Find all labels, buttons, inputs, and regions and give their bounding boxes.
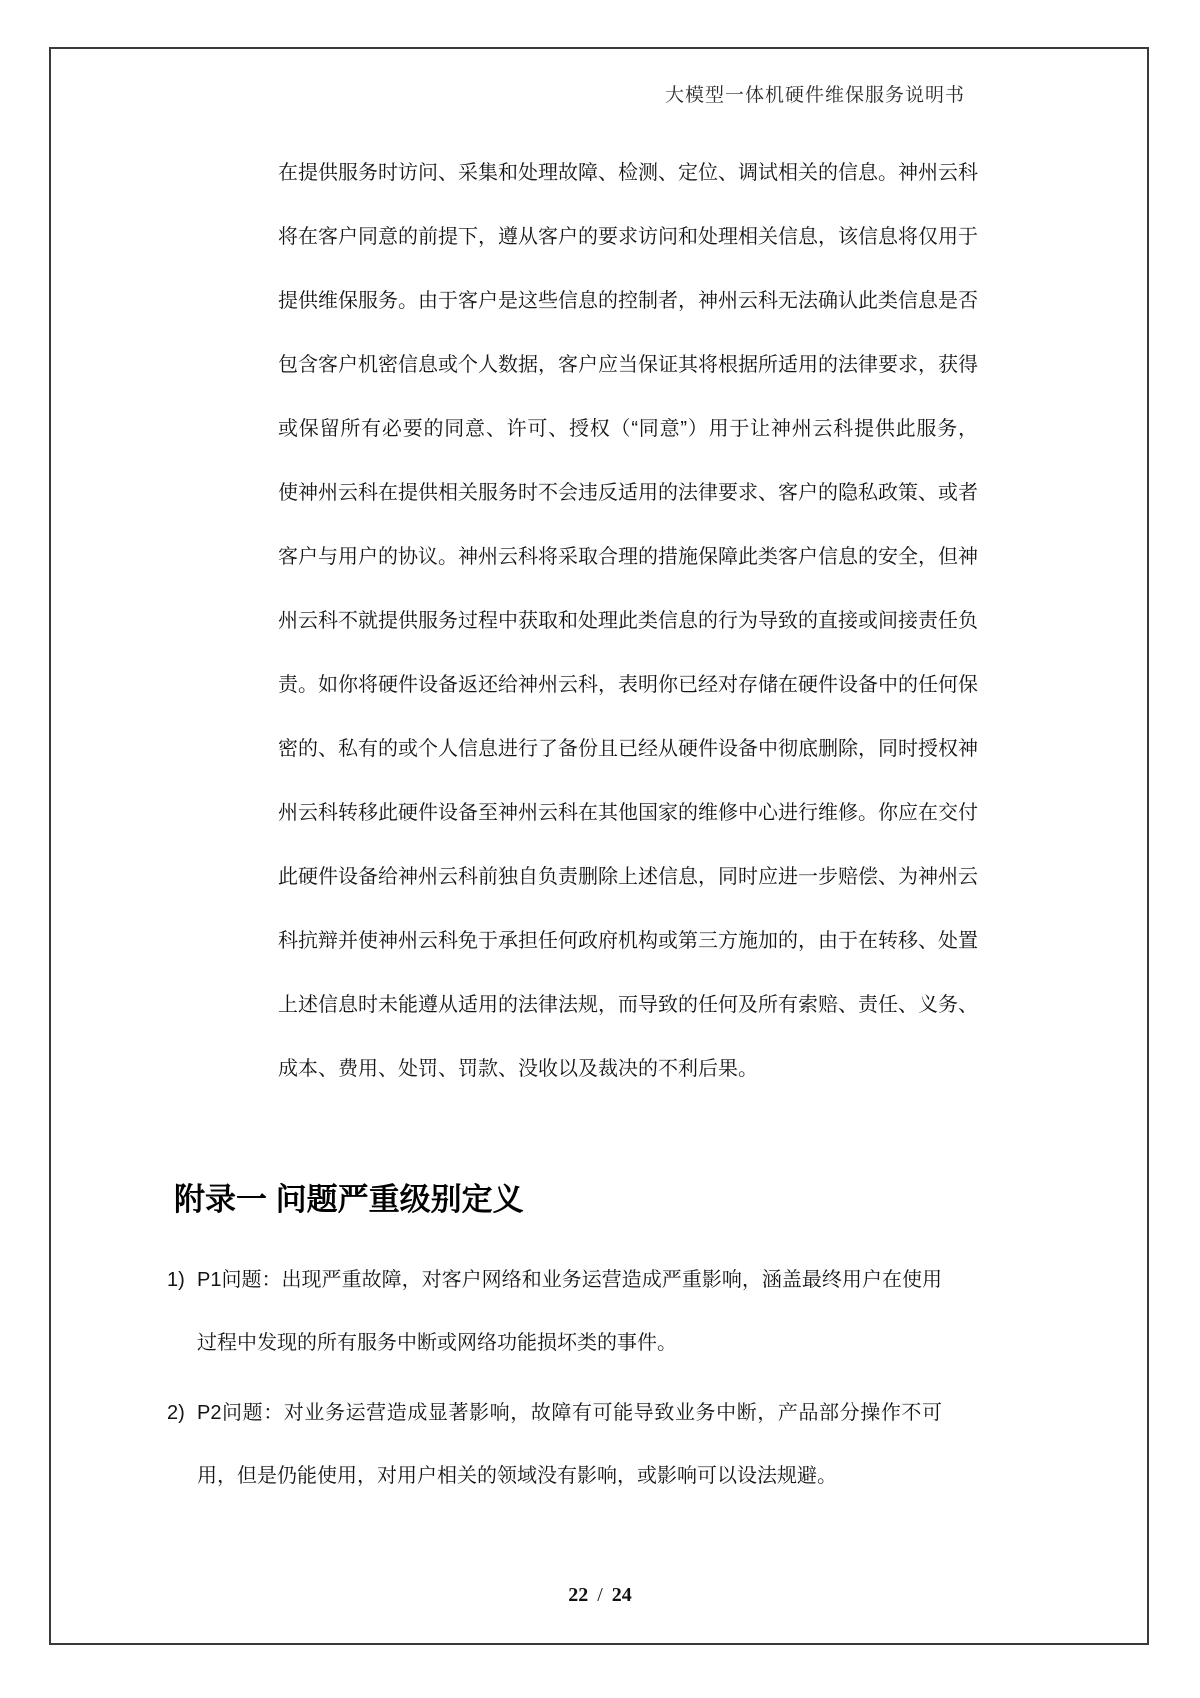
list-item-line: 过程中发现的所有服务中断或网络功能损坏类的事件。 xyxy=(197,1332,677,1354)
page-footer xyxy=(0,1584,1200,1607)
paragraph-line: 州云科不就提供服务过程中获取和处理此类信息的行为导致的直接或间接责任负 xyxy=(278,610,978,632)
list-item-line: P1问题：出现严重故障，对客户网络和业务运营造成严重影响，涵盖最终用户在使用 xyxy=(197,1269,942,1291)
severity-definition-list xyxy=(167,1249,942,1515)
paragraph-line: 责。如你将硬件设备返还给神州云科，表明你已经对存储在硬件设备中的任何保 xyxy=(278,674,978,696)
paragraph-line: 密的、私有的或个人信息进行了备份且已经从硬件设备中彻底删除，同时授权神 xyxy=(278,738,978,760)
total-page-number: 24 xyxy=(611,1584,632,1606)
paragraph-line: 客户与用户的协议。神州云科将采取合理的措施保障此类客户信息的安全，但神 xyxy=(278,546,978,568)
page-separator: / xyxy=(597,1584,603,1606)
document-header xyxy=(49,80,965,107)
appendix-heading: 附录一 问题严重级别定义 xyxy=(174,1182,524,1217)
paragraph-line: 将在客户同意的前提下，遵从客户的要求访问和处理相关信息，该信息将仅用于 xyxy=(278,226,978,248)
paragraph-line: 使神州云科在提供相关服务时不会违反适用的法律要求、客户的隐私政策、或者 xyxy=(278,482,978,504)
paragraph-line: 包含客户机密信息或个人数据，客户应当保证其将根据所适用的法律要求，获得 xyxy=(278,354,978,376)
header-title: 大模型一体机硬件维保服务说明书 xyxy=(664,85,965,106)
list-item-number: 1) xyxy=(167,1269,185,1291)
paragraph-line: 提供维保服务。由于客户是这些信息的控制者，神州云科无法确认此类信息是否 xyxy=(278,290,978,312)
list-item-p2 xyxy=(167,1382,942,1508)
paragraph-line: 成本、费用、处罚、罚款、没收以及裁决的不利后果。 xyxy=(278,1058,758,1080)
paragraph-line: 科抗辩并使神州云科免于承担任何政府机构或第三方施加的，由于在转移、处置 xyxy=(278,930,978,952)
paragraph-line: 或保留所有必要的同意、许可、授权（“同意”）用于让神州云科提供此服务， xyxy=(278,418,978,440)
paragraph-line: 州云科转移此硬件设备至神州云科在其他国家的维修中心进行维修。你应在交付 xyxy=(278,802,978,824)
body-paragraph xyxy=(278,141,978,1101)
current-page-number: 22 xyxy=(568,1584,589,1606)
list-item-line: 用，但是仍能使用，对用户相关的领域没有影响，或影响可以设法规避。 xyxy=(197,1465,837,1487)
list-item-line: P2问题：对业务运营造成显著影响，故障有可能导致业务中断，产品部分操作不可 xyxy=(197,1402,942,1424)
list-item-p1 xyxy=(167,1249,942,1375)
paragraph-line: 在提供服务时访问、采集和处理故障、检测、定位、调试相关的信息。神州云科 xyxy=(278,162,978,184)
paragraph-line: 上述信息时未能遵从适用的法律法规，而导致的任何及所有索赔、责任、义务、 xyxy=(278,994,978,1016)
list-item-number: 2) xyxy=(167,1402,185,1424)
paragraph-line: 此硬件设备给神州云科前独自负责删除上述信息，同时应进一步赔偿、为神州云 xyxy=(278,866,978,888)
